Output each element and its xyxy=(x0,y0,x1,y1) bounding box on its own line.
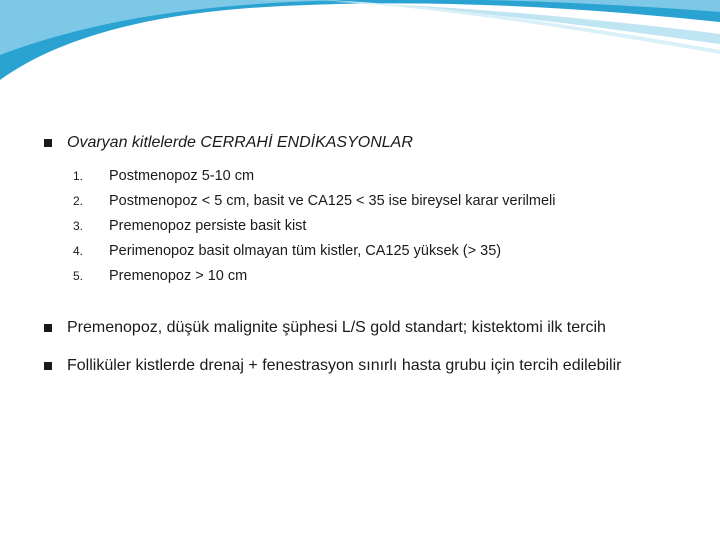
item-number: 4. xyxy=(73,244,84,258)
bullet-text: Folliküler kistlerde drenaj + fenestrasyon sınırlı hasta grubu için tercih edilebilir xyxy=(67,357,622,374)
item-number: 3. xyxy=(73,219,84,233)
indications-list xyxy=(44,164,684,289)
item-text: Perimenopoz basit olmayan tüm kistler, CA125 yüksek (> 35) xyxy=(109,243,502,259)
slide-content xyxy=(44,128,684,384)
item-number: 2. xyxy=(73,194,84,208)
item-text: Premenopoz > 10 cm xyxy=(109,268,248,284)
square-bullet-icon xyxy=(44,362,52,370)
bullet-paragraph-laparoscopy xyxy=(44,309,684,346)
list-item xyxy=(44,189,684,214)
header-wave-decoration xyxy=(0,0,720,90)
item-number: 5. xyxy=(73,269,84,283)
bullet-paragraph-follicular xyxy=(44,347,684,384)
square-bullet-icon xyxy=(44,324,52,332)
list-item xyxy=(44,214,684,239)
item-number: 1. xyxy=(73,169,84,183)
list-item xyxy=(44,239,684,264)
list-item xyxy=(44,264,684,289)
list-item xyxy=(44,164,684,189)
item-text: Postmenopoz 5-10 cm xyxy=(109,168,255,184)
item-text: Premenopoz persiste basit kist xyxy=(109,218,307,234)
square-bullet-icon xyxy=(44,139,52,147)
bullet-text: Premenopoz, düşük malignite şüphesi L/S gold standart; kistektomi ilk tercih xyxy=(67,319,606,336)
slide-heading: Ovaryan kitlelerde CERRAHİ ENDİKASYONLAR xyxy=(67,134,413,151)
item-text: Postmenopoz < 5 cm, basit ve CA125 < 35 ise bireysel karar verilmeli xyxy=(109,193,556,209)
heading-bullet xyxy=(44,128,684,158)
